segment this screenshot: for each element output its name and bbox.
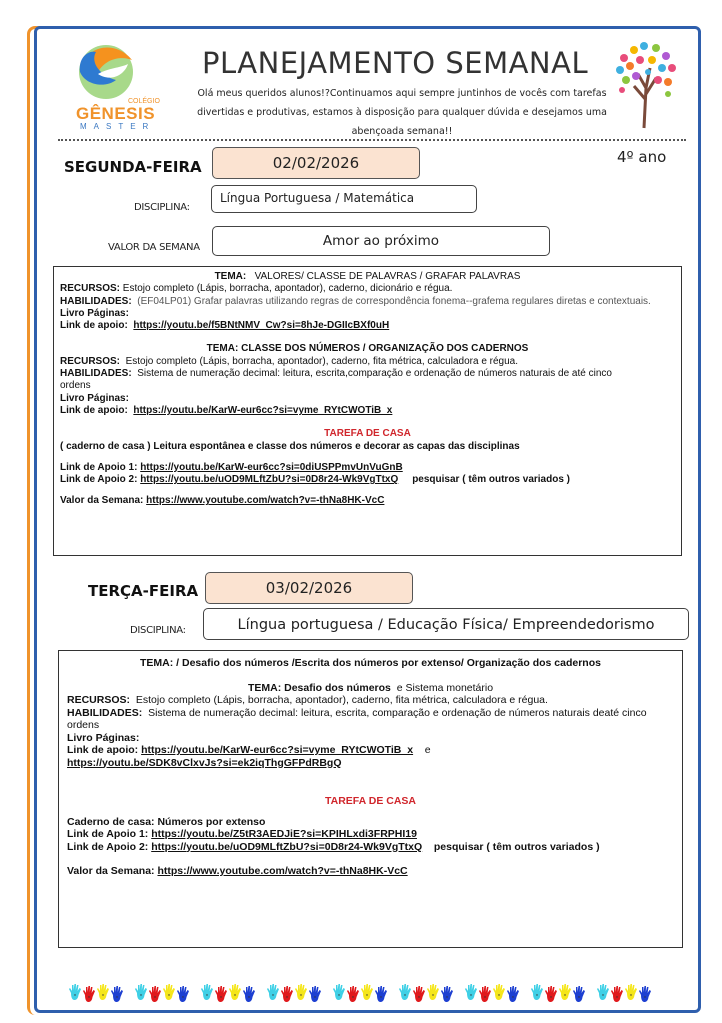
discipline-monday: Língua Portuguesa / Matemática bbox=[211, 185, 477, 213]
day-label-monday: SEGUNDA-FEIRA bbox=[64, 158, 202, 176]
homework-link-2: Link de Apoio 2: https://youtu.be/uOD9MLftZbU?si=0D8r24-Wk9VgTtxQ pesquisar ( têm outros variados ) bbox=[60, 474, 571, 486]
hand-icon bbox=[558, 983, 572, 1001]
hand-group bbox=[266, 983, 322, 1003]
discipline-label-monday: DISCIPLINA: bbox=[134, 202, 190, 213]
hand-group bbox=[398, 983, 454, 1003]
hand-icon bbox=[530, 983, 544, 1001]
hand-icon bbox=[610, 985, 624, 1003]
intro-text: Olá meus queridos alunos!?Continuamos aqui sempre juntinhos de vocês com tarefas divertidas e produtivas, estamos à disposição para qualquer dúvida e desejamos uma abençoada semana!! bbox=[197, 88, 607, 137]
hand-icon bbox=[214, 985, 228, 1003]
tema-line: TEMA: Desafio dos números e Sistema monetário bbox=[247, 681, 494, 694]
value-link[interactable]: https://www.youtube.com/watch?v=-thNa8HK-VcC bbox=[146, 495, 385, 507]
link-line: Link de apoio: https://youtu.be/f5BNtNMV_Cw?si=8hJe-DGIIcBXf0uH bbox=[60, 320, 390, 332]
hand-group bbox=[68, 983, 124, 1003]
hand-icon bbox=[162, 983, 176, 1001]
hand-icon bbox=[506, 985, 520, 1003]
value-link-line: Valor da Semana: https://www.youtube.com/watch?v=-thNa8HK-VcC bbox=[67, 865, 408, 877]
logo-genesis: GÊNESIS bbox=[76, 104, 156, 123]
recursos-line: RECURSOS: Estojo completo (Lápis, borracha, apontador), caderno, fita métrica, calculadora e régua. bbox=[60, 355, 519, 367]
hand-icon bbox=[464, 983, 478, 1001]
header-divider bbox=[58, 139, 686, 141]
content-monday bbox=[53, 266, 682, 556]
logo-colegio: COLÉGIO bbox=[128, 98, 160, 105]
hand-icon bbox=[596, 983, 610, 1001]
support-link[interactable]: https://youtu.be/KarW-eur6cc?si=vyme_RYtCWOTiB_x bbox=[141, 744, 414, 756]
homework-link-1-url[interactable]: https://youtu.be/Z5tR3AEDJiE?si=KPIHLxdi3FRPHI19 bbox=[151, 828, 417, 840]
date-monday: 02/02/2026 bbox=[212, 147, 420, 179]
livro-line: Livro Páginas: bbox=[67, 731, 140, 744]
hand-icon bbox=[82, 985, 96, 1003]
habilidades-line: HABILIDADES: (EF04LP01) Grafar palavras utilizando regras de correspondência fonema--grafema regulares diretas e contextuais. bbox=[60, 295, 651, 307]
hand-icon bbox=[200, 983, 214, 1001]
support-link-extra[interactable]: https://youtu.be/SDK8vClxvJs?si=ek2iqThgGFPdRBgQ bbox=[67, 756, 342, 769]
hand-icon bbox=[266, 983, 280, 1001]
hand-icon bbox=[294, 983, 308, 1001]
page-title: PLANEJAMENTO SEMANAL bbox=[202, 46, 589, 80]
hand-icon bbox=[96, 983, 110, 1001]
tema-text: VALORES/ CLASSE DE PALAVRAS / GRAFAR PALAVRAS bbox=[254, 271, 521, 282]
hand-icon bbox=[332, 983, 346, 1001]
hand-icon bbox=[110, 985, 124, 1003]
hand-icon bbox=[492, 983, 506, 1001]
day-label-tuesday: TERÇA-FEIRA bbox=[88, 582, 199, 600]
hand-icon bbox=[544, 985, 558, 1003]
hand-icon bbox=[478, 985, 492, 1003]
homework-link-2: Link de Apoio 2: https://youtu.be/uOD9MLftZbU?si=0D8r24-Wk9VgTtxQ pesquisar ( têm outros variados ) bbox=[67, 840, 600, 853]
discipline-label-tuesday: DISCIPLINA: bbox=[130, 625, 186, 636]
hand-icon bbox=[572, 985, 586, 1003]
link-line: Link de apoio: https://youtu.be/KarW-eur6cc?si=vyme_RYtCWOTiB_x e https://youtu.be/SDK8vClxvJs?si=ek2iqThgGFPdRBgQ bbox=[67, 744, 431, 769]
support-link[interactable]: https://youtu.be/KarW-eur6cc?si=vyme_RYtCWOTiB_x bbox=[133, 404, 393, 416]
homework-title: TAREFA DE CASA bbox=[324, 795, 416, 807]
hand-icon bbox=[280, 985, 294, 1003]
hands-border-decoration bbox=[68, 983, 668, 1003]
tema-line: TEMA: VALORES/ CLASSE DE PALAVRAS / GRAFAR PALAVRAS bbox=[214, 271, 521, 282]
link-line: Link de apoio: https://youtu.be/KarW-eur6cc?si=vyme_RYtCWOTiB_x bbox=[60, 404, 393, 416]
value-label-monday: VALOR DA SEMANA bbox=[108, 242, 200, 253]
habilidades-line: HABILIDADES: Sistema de numeração decimal: leitura, escrita,comparação e ordenação de números naturais de até cinco ordens bbox=[60, 368, 612, 392]
homework-text: Caderno de casa: Números por extenso bbox=[67, 815, 266, 828]
hand-icon bbox=[346, 985, 360, 1003]
hand-group bbox=[134, 983, 190, 1003]
hand-icon bbox=[228, 983, 242, 1001]
homework-link-1: Link de Apoio 1: https://youtu.be/KarW-eur6cc?si=0diUSPPmvUnVuGnB bbox=[60, 461, 403, 473]
hand-group bbox=[200, 983, 256, 1003]
homework-title: TAREFA DE CASA bbox=[324, 428, 411, 440]
recursos-line: RECURSOS: Estojo completo (Lápis, borracha, apontador), caderno, dicionário e régua. bbox=[60, 283, 453, 295]
homework-link-2-url[interactable]: https://youtu.be/uOD9MLftZbU?si=0D8r24-Wk9VgTtxQ bbox=[151, 840, 423, 853]
homework-link-1-url[interactable]: https://youtu.be/KarW-eur6cc?si=0diUSPPmvUnVuGnB bbox=[140, 461, 403, 473]
hand-icon bbox=[412, 985, 426, 1003]
hand-icon bbox=[440, 985, 454, 1003]
hand-icon bbox=[176, 985, 190, 1003]
hand-icon bbox=[426, 983, 440, 1001]
tree-icon bbox=[612, 38, 680, 130]
hand-icon bbox=[134, 983, 148, 1001]
hand-icon bbox=[242, 985, 256, 1003]
homework-link-1: Link de Apoio 1: https://youtu.be/Z5tR3AEDJiE?si=KPIHLxdi3FRPHI19 bbox=[67, 828, 417, 840]
logo-master: MASTER bbox=[80, 122, 156, 131]
hand-icon bbox=[308, 985, 322, 1003]
top-tema-line: TEMA: / Desafio dos números /Escrita dos números por extenso/ Organização dos cadernos bbox=[140, 657, 601, 669]
support-link[interactable]: https://youtu.be/f5BNtNMV_Cw?si=8hJe-DGIIcBXf0uH bbox=[133, 320, 390, 332]
value-link-line: Valor da Semana: https://www.youtube.com/watch?v=-thNa8HK-VcC bbox=[60, 495, 385, 507]
value-link[interactable]: https://www.youtube.com/watch?v=-thNa8HK-VcC bbox=[157, 865, 408, 877]
livro-line: Livro Páginas: bbox=[60, 307, 129, 319]
livro-line: Livro Páginas: bbox=[60, 392, 129, 404]
hand-icon bbox=[374, 985, 388, 1003]
discipline-tuesday: Língua portuguesa / Educação Física/ Empreendedorismo bbox=[203, 608, 689, 640]
grade-label: 4º ano bbox=[617, 148, 667, 166]
date-tuesday: 03/02/2026 bbox=[205, 572, 413, 604]
hand-icon bbox=[638, 985, 652, 1003]
value-monday: Amor ao próximo bbox=[212, 226, 550, 256]
hand-icon bbox=[398, 983, 412, 1001]
homework-text: ( caderno de casa ) Leitura espontânea e classe dos números e decorar as capas das disciplinas bbox=[60, 440, 520, 452]
hand-icon bbox=[624, 983, 638, 1001]
hand-group bbox=[530, 983, 586, 1003]
hand-group bbox=[596, 983, 652, 1003]
hand-icon bbox=[68, 983, 82, 1001]
homework-link-2-url[interactable]: https://youtu.be/uOD9MLftZbU?si=0D8r24-Wk9VgTtxQ bbox=[140, 474, 399, 486]
hand-group bbox=[332, 983, 388, 1003]
hand-icon bbox=[148, 985, 162, 1003]
hand-group bbox=[464, 983, 520, 1003]
hand-icon bbox=[360, 983, 374, 1001]
recursos-line: RECURSOS: Estojo completo (Lápis, borracha, apontador), caderno, fita métrica, calculadora e régua. bbox=[67, 694, 548, 706]
habilidades-line: HABILIDADES: Sistema de numeração decimal: leitura, escrita, comparação e ordenação de números naturais deaté cinco ordens bbox=[67, 706, 647, 731]
tema-line: TEMA: CLASSE DOS NÚMEROS / ORGANIZAÇÃO DOS CADERNOS bbox=[206, 343, 529, 355]
content-tuesday bbox=[58, 650, 683, 948]
